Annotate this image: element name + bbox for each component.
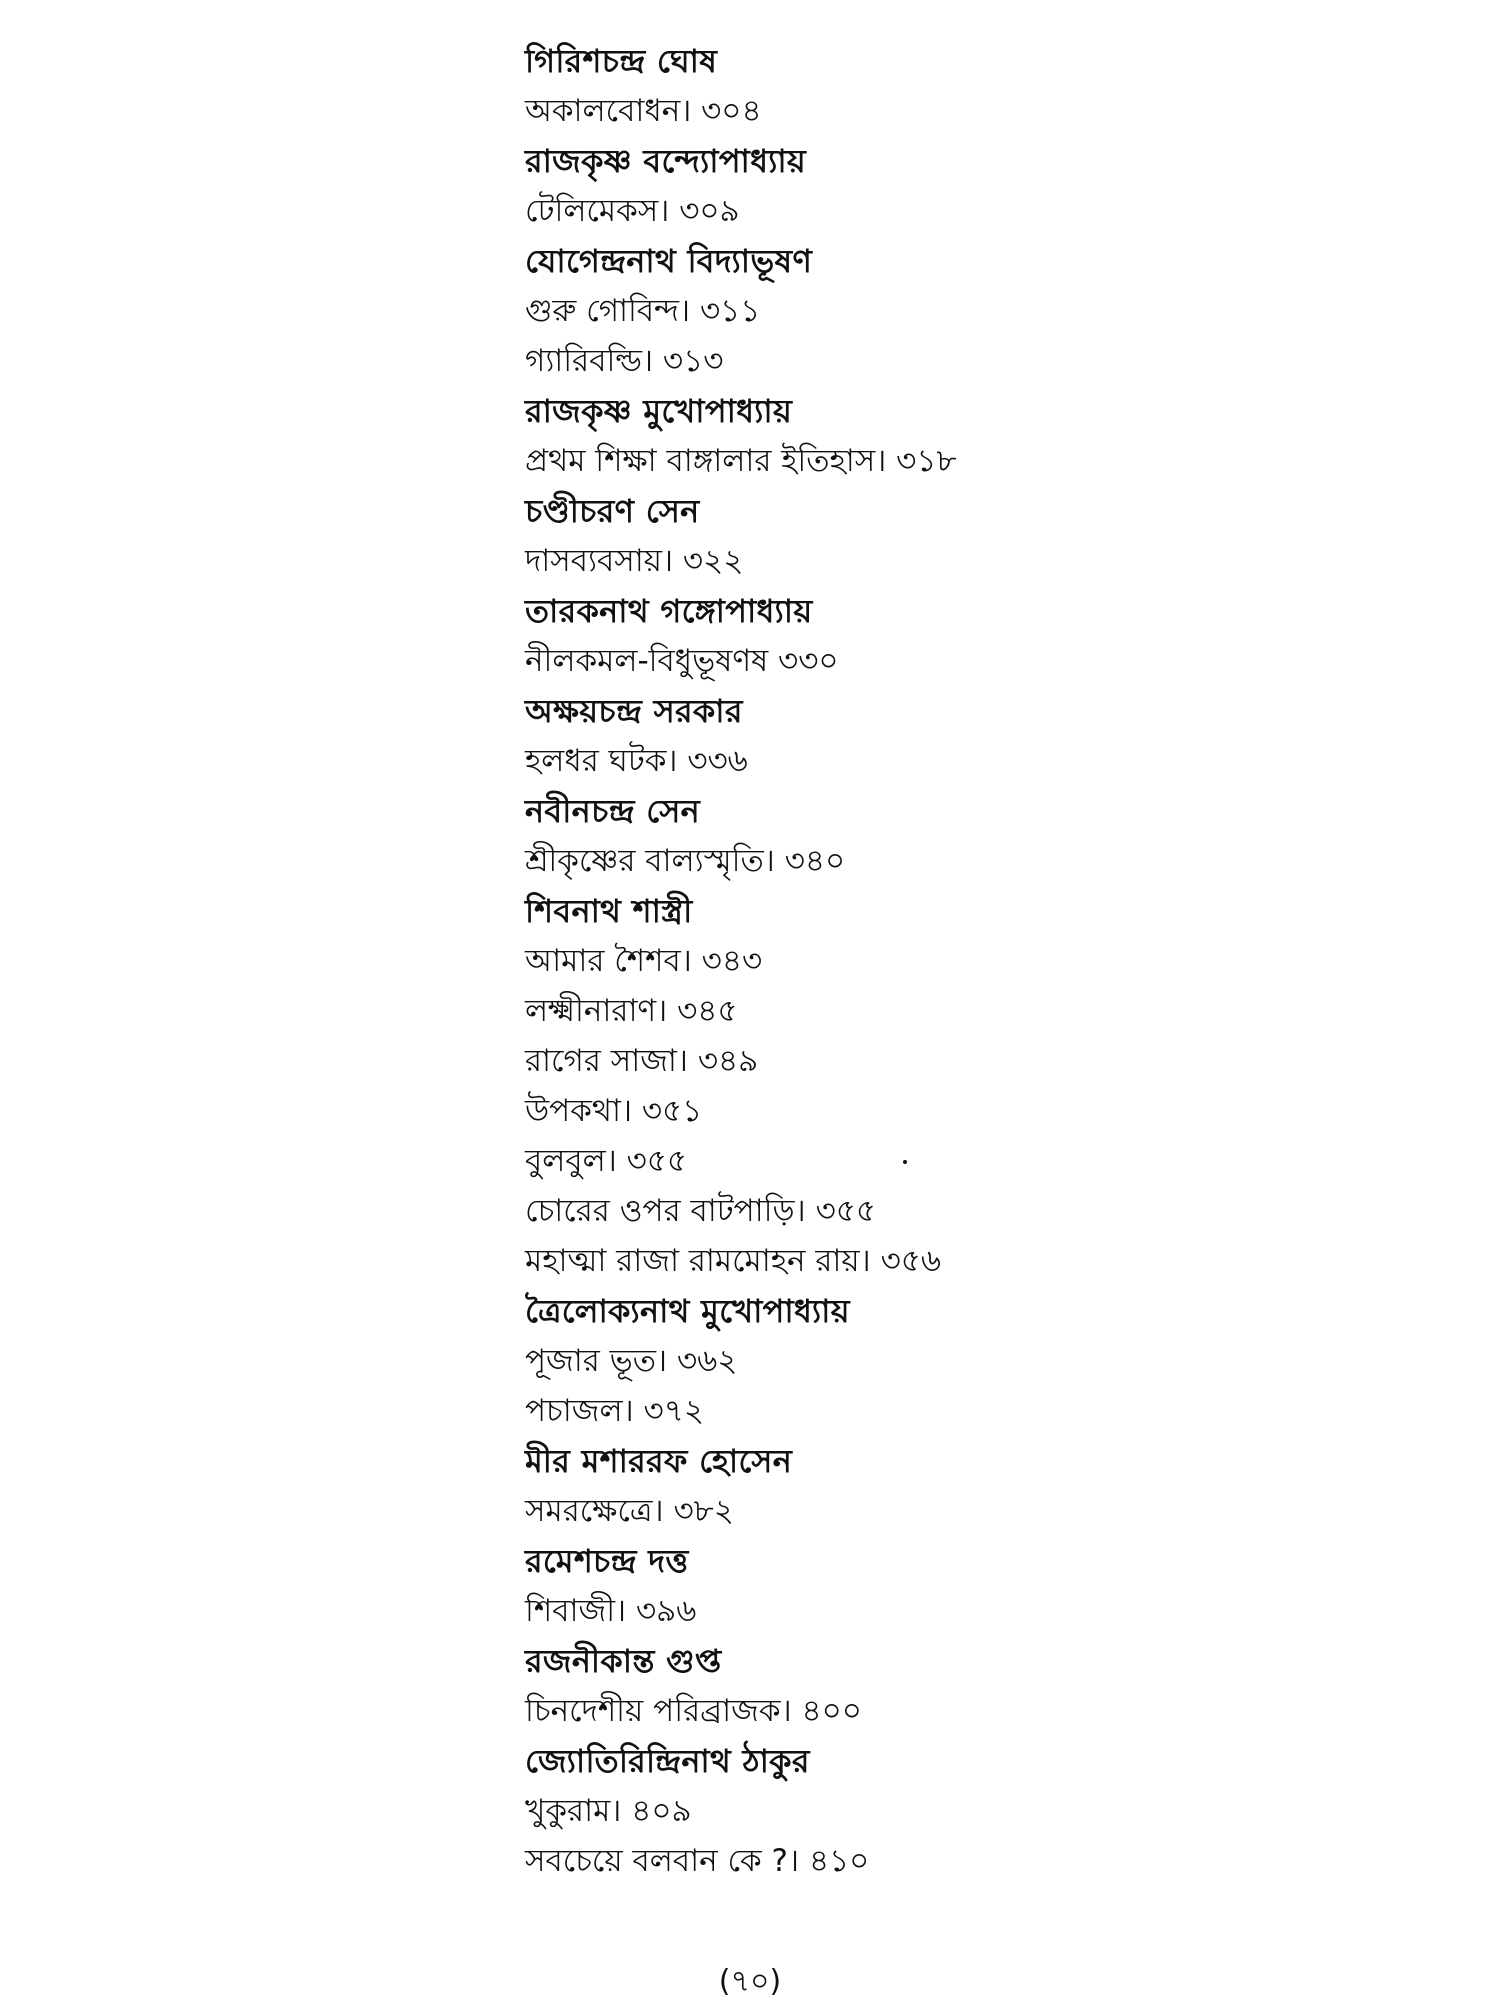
work-entry: হলধর ঘটক। ৩৩৬	[525, 743, 748, 779]
author-heading: নবীনচন্দ্র সেন	[525, 792, 701, 830]
work-entry: সমরক্ষেত্রে। ৩৮২	[525, 1493, 734, 1529]
author-heading: ত্রৈলোক্যনাথ মুখোপাধ্যায়	[525, 1292, 850, 1330]
page-number: (৭০)	[718, 1964, 782, 1999]
work-entry: অকালবোধন। ৩০৪	[525, 93, 762, 129]
work-entry: চিনদেশীয় পরিব্রাজক। ৪০০	[525, 1693, 862, 1729]
author-heading: রমেশচন্দ্র দত্ত	[525, 1542, 689, 1580]
author-heading: গিরিশচন্দ্র ঘোষ	[525, 42, 718, 80]
contents-list	[525, 36, 1425, 1886]
work-entry: খুকুরাম। ৪০৯	[525, 1793, 692, 1829]
author-heading: চণ্ডীচরণ সেন	[525, 492, 700, 530]
work-entry: টেলিমেকস। ৩০৯	[525, 193, 740, 229]
work-entry: দাসব্যবসায়। ৩২২	[525, 543, 744, 579]
work-entry: উপকথা। ৩৫১	[525, 1093, 703, 1129]
work-entry: আমার শৈশব। ৩৪৩	[525, 943, 763, 979]
work-entry: নীলকমল-বিধুভূষণষ ৩৩০	[525, 643, 839, 679]
work-entry: শ্রীকৃষ্ণের বাল্যস্মৃতি। ৩৪০	[525, 843, 846, 879]
work-entry: শিবাজী। ৩৯৬	[525, 1593, 697, 1629]
author-heading: যোগেন্দ্রনাথ বিদ্যাভূষণ	[525, 242, 813, 280]
work-entry: লক্ষ্মীনারাণ। ৩৪৫	[525, 993, 738, 1029]
scan-speck	[903, 1160, 907, 1164]
author-heading: রাজকৃষ্ণ বন্দ্যোপাধ্যায়	[525, 142, 807, 180]
work-entry: চোরের ওপর বাটপাড়ি। ৩৫৫	[525, 1193, 876, 1229]
author-heading: শিবনাথ শাস্ত্রী	[525, 892, 693, 930]
work-entry: পূজার ভূত। ৩৬২	[525, 1343, 738, 1379]
author-heading: জ্যোতিরিন্দ্রিনাথ ঠাকুর	[525, 1742, 810, 1780]
work-entry: সবচেয়ে বলবান কে ?। ৪১০	[525, 1843, 870, 1879]
author-heading: মীর মশাররফ হোসেন	[525, 1442, 793, 1480]
work-entry: গ্যারিবল্ডি। ৩১৩	[525, 343, 724, 379]
work-entry: প্রথম শিক্ষা বাঙ্গালার ইতিহাস। ৩১৮	[525, 443, 957, 479]
work-entry: মহাত্মা রাজা রামমোহন রায়। ৩৫৬	[525, 1243, 942, 1279]
author-heading: রাজকৃষ্ণ মুখোপাধ্যায়	[525, 392, 793, 430]
work-entry: বুলবুল। ৩৫৫	[525, 1143, 688, 1179]
work-entry: গুরু গোবিন্দ। ৩১১	[525, 293, 761, 329]
author-heading: অক্ষয়চন্দ্র সরকার	[525, 692, 743, 730]
author-heading: রজনীকান্ত গুপ্ত	[525, 1642, 722, 1680]
work-entry: পচাজল। ৩৭২	[525, 1393, 705, 1429]
work-entry: রাগের সাজা। ৩৪৯	[525, 1043, 759, 1079]
author-heading: তারকনাথ গঙ্গোপাধ্যায়	[525, 592, 813, 630]
